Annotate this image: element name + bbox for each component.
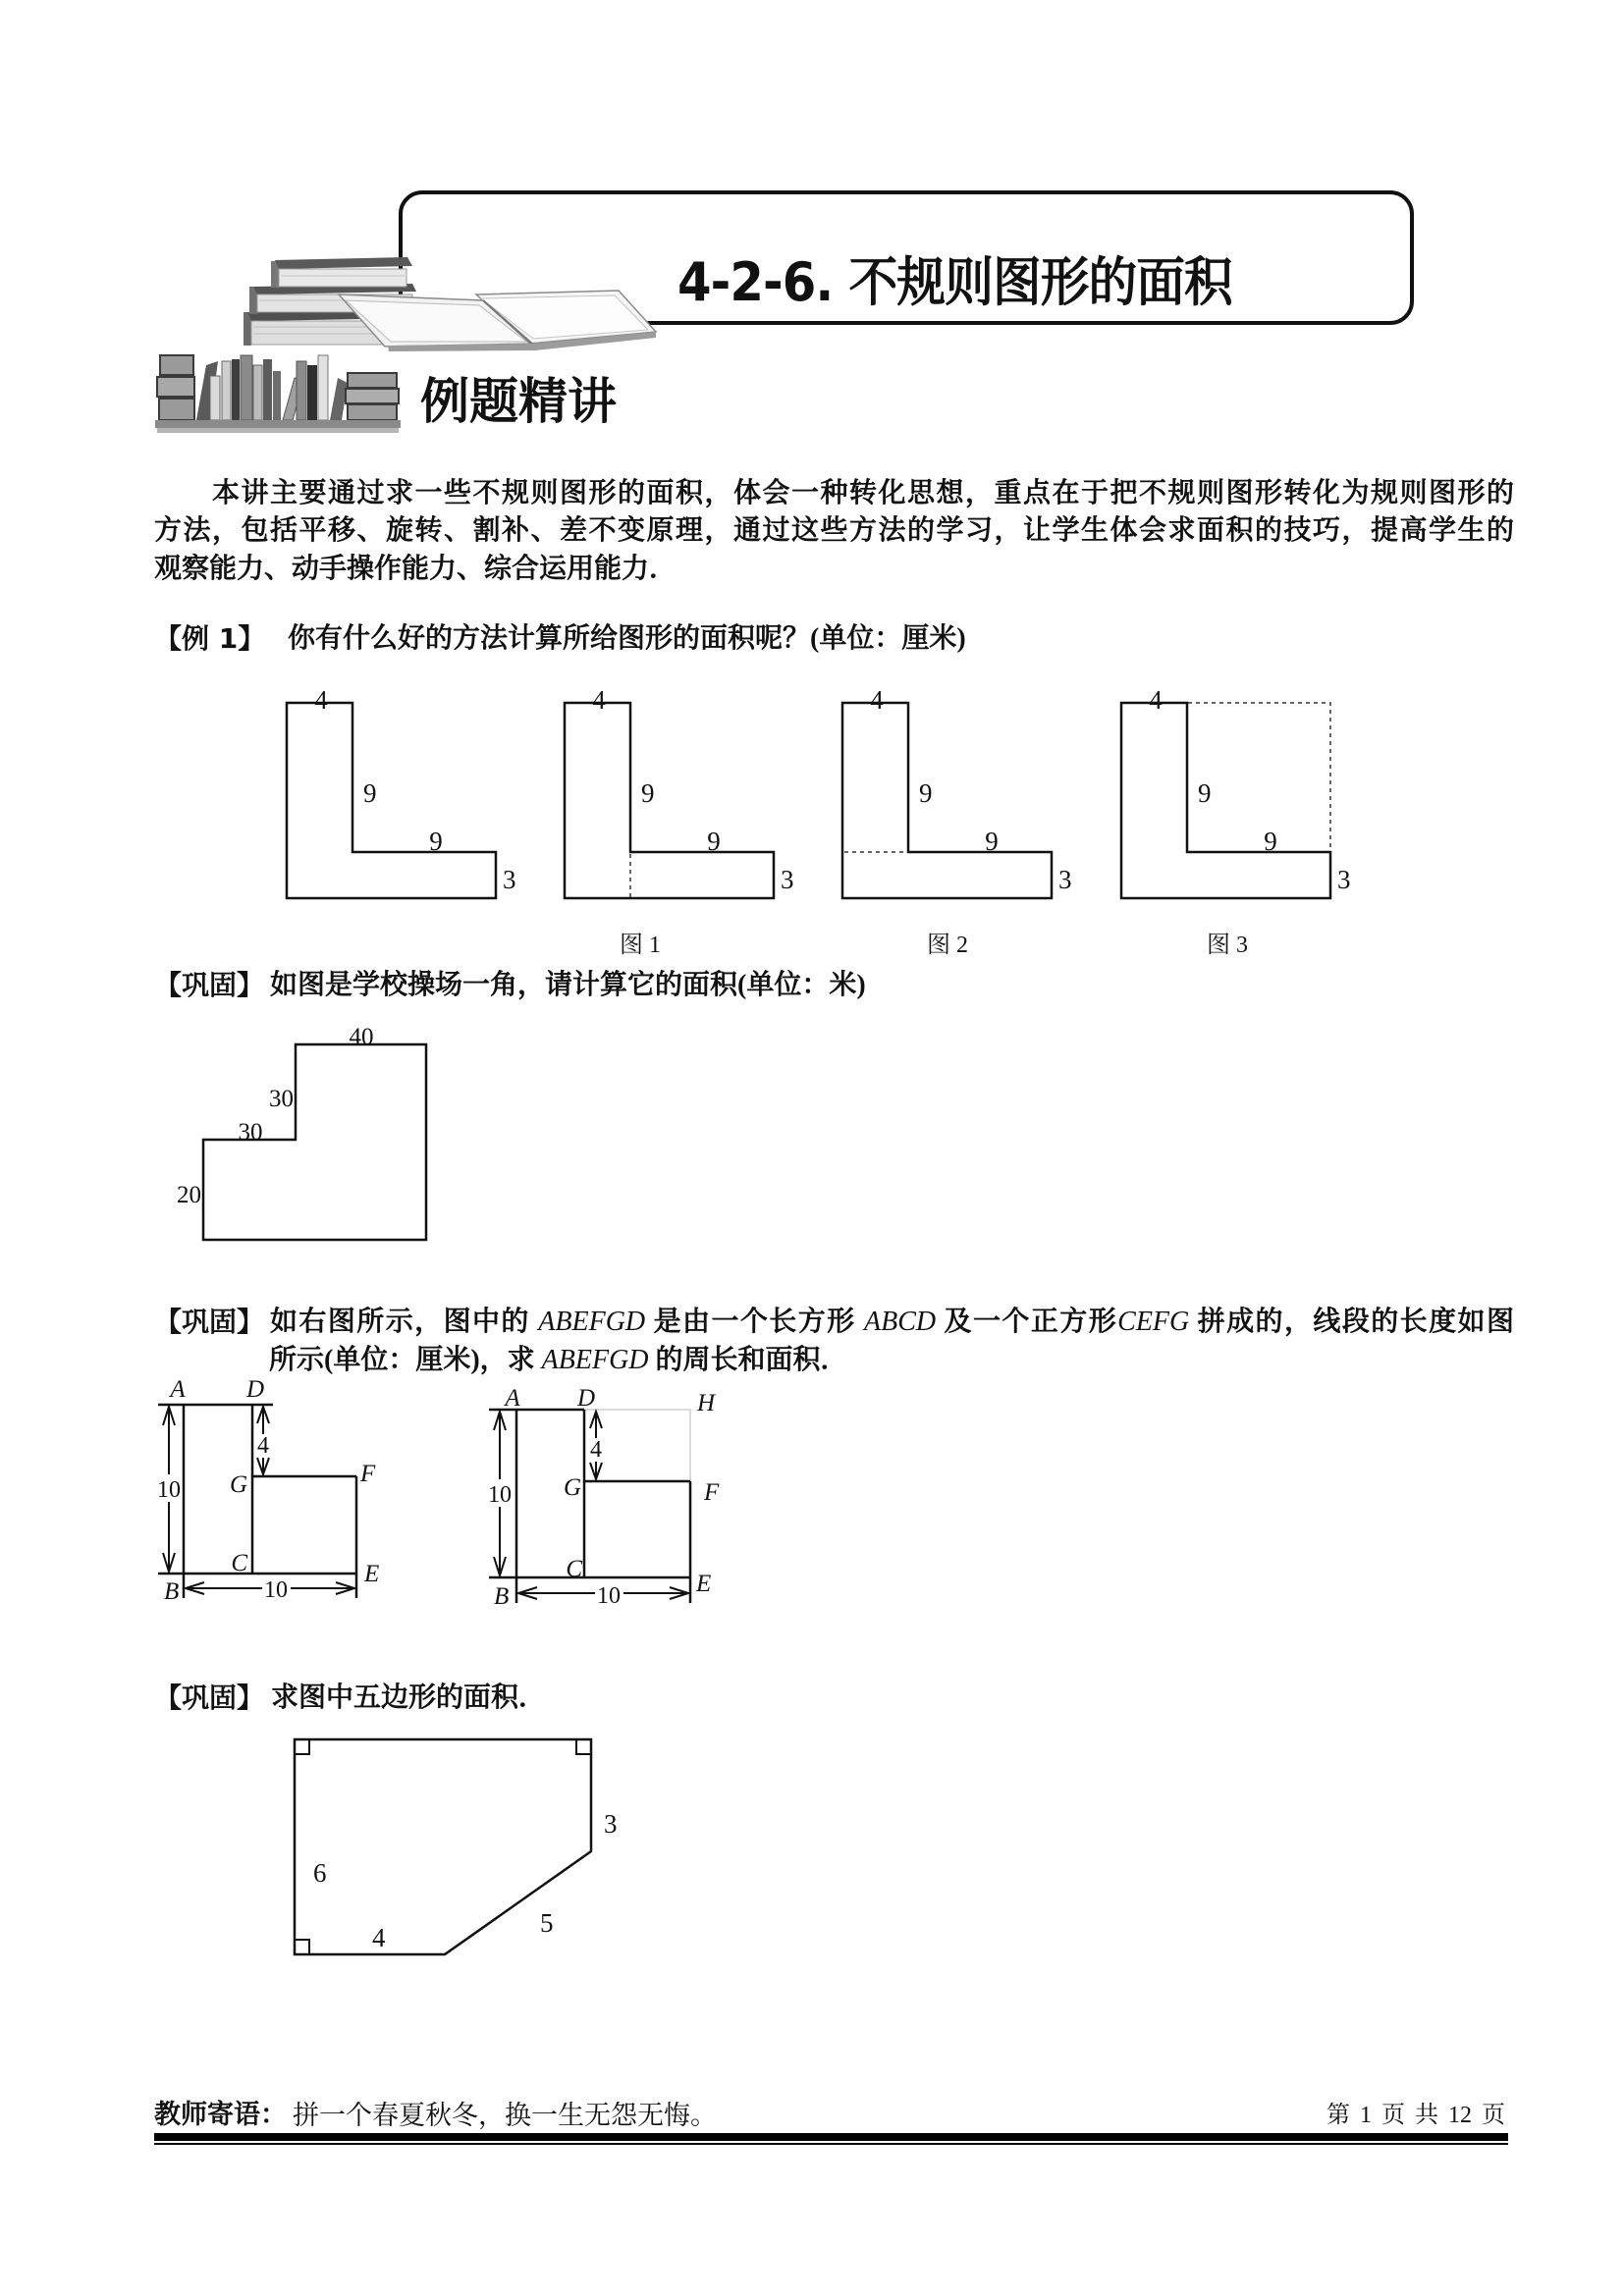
label-inner-horizontal: 9 (429, 827, 443, 856)
figure-caption: 图 1 (620, 933, 661, 958)
label-inner-horizontal: 9 (707, 827, 721, 856)
text-segment: 拼成的，线段的长度如图 (1189, 1307, 1514, 1337)
footer-motto: 拼一个春夏秋冬，换一生无怨无悔。 (293, 2101, 717, 2130)
page-number: 第 1 页 共 12 页 (1326, 2103, 1505, 2128)
footer-motto-label: 教师寄语： (154, 2100, 287, 2130)
practice-2-tag: 【巩固】 (154, 1306, 265, 1338)
shape-name-abefgd: ABEFGD (538, 1307, 646, 1337)
dimension-ab: 10 (488, 1482, 512, 1508)
vertex-f: F (360, 1461, 376, 1487)
practice-3-tag: 【巩固】 (154, 1682, 265, 1714)
practice-2-line-1 (270, 1304, 1514, 1341)
dimension-ab: 10 (157, 1477, 181, 1503)
label-top: 40 (349, 1024, 374, 1050)
example-1-question: 你有什么好的方法计算所给图形的面积呢？(单位：厘米) (288, 623, 966, 654)
footer-rule-thick (154, 2133, 1508, 2141)
pentagon-figure (275, 1723, 638, 1968)
label-top: 4 (314, 685, 328, 715)
figure-caption: 图 3 (1207, 933, 1248, 958)
example-1-figure-2 (870, 685, 1071, 958)
label-top: 4 (870, 685, 884, 715)
label-right: 3 (604, 1809, 618, 1839)
example-1-figure-1 (592, 685, 793, 958)
practice-3-question: 求图中五边形的面积． (271, 1682, 547, 1713)
dimension-be: 10 (264, 1577, 288, 1603)
text-segment: 所示(单位：厘米)，求 (269, 1345, 542, 1375)
label-right: 3 (781, 865, 794, 894)
vertex-e: E (364, 1561, 380, 1587)
label-inner-vertical: 9 (641, 778, 655, 808)
label-inner-vertical: 9 (919, 778, 933, 808)
vertex-g: G (229, 1471, 247, 1498)
practice-1-question: 如图是学校操场一角，请计算它的面积(单位：米) (270, 970, 866, 1000)
dimension-dg: 4 (590, 1437, 602, 1463)
label-left: 20 (177, 1182, 201, 1208)
shape-name-abcd: ABCD (864, 1307, 937, 1337)
dimension-be: 10 (597, 1583, 621, 1609)
playground-corner-figure (167, 1021, 442, 1256)
label-step-horizontal: 30 (238, 1119, 263, 1146)
label-top: 4 (592, 685, 606, 715)
bookshelf-icon (154, 347, 402, 435)
vertex-b: B (494, 1583, 510, 1610)
example-1-figures (275, 677, 1384, 972)
label-inner-horizontal: 9 (985, 827, 999, 856)
shape-name-cefg: CEFG (1117, 1307, 1190, 1337)
example-1-figure-0 (314, 685, 515, 894)
abefgd-figure-left (157, 1376, 379, 1605)
text-segment: 及一个正方形 (936, 1307, 1118, 1337)
vertex-a: A (170, 1376, 186, 1403)
book-stack-illustration (236, 250, 668, 353)
label-bottom: 4 (372, 1923, 386, 1952)
vertex-f: F (704, 1479, 720, 1506)
intro-line-3: 观察能力、动手操作能力、综合运用能力． (154, 554, 677, 584)
intro-line-1: 本讲主要通过求一些不规则图形的面积，体会一种转化思想，重点在于把不规则图形转化为规则图形的 (212, 478, 1514, 508)
vertex-a: A (505, 1385, 520, 1412)
abefgd-figures (147, 1369, 756, 1615)
vertex-b: B (164, 1578, 180, 1605)
label-inner-vertical: 9 (1198, 778, 1212, 808)
abefgd-figure-right (488, 1385, 720, 1610)
vertex-c: C (566, 1556, 582, 1582)
text-segment: 是由一个长方形 (645, 1307, 865, 1337)
figure-caption: 图 2 (927, 933, 968, 958)
label-diagonal: 5 (540, 1908, 554, 1938)
vertex-c: C (231, 1550, 247, 1576)
example-1-tag: 【例 1】 (154, 622, 266, 655)
practice-1-tag: 【巩固】 (154, 969, 265, 1001)
label-top: 4 (1149, 685, 1163, 715)
vertex-g: G (563, 1474, 581, 1501)
text-segment: 的周长和面积． (648, 1345, 848, 1375)
vertex-d: D (245, 1376, 265, 1403)
vertex-d: D (576, 1385, 596, 1412)
dashed-complete-square-line (1188, 703, 1330, 850)
lesson-title: 4-2-6. 不规则图形的面积 (677, 251, 1232, 313)
label-right: 3 (1058, 865, 1072, 894)
label-inner-horizontal: 9 (1264, 827, 1277, 856)
dimension-dg: 4 (257, 1433, 269, 1459)
label-right: 3 (1337, 865, 1351, 894)
label-inner-vertical: 9 (363, 778, 377, 808)
intro-line-2: 方法，包括平移、旋转、割补、差不变原理，通过这些方法的学习，让学生体会求面积的技巧，提高学生的 (154, 515, 1514, 546)
shape-name-abefgd: ABEFGD (541, 1345, 649, 1375)
footer-rule-thin (154, 2143, 1508, 2145)
vertex-e: E (696, 1571, 712, 1597)
label-left: 6 (313, 1858, 327, 1888)
label-right: 3 (503, 865, 516, 894)
example-1-figure-3 (1149, 685, 1350, 958)
vertex-h: H (697, 1390, 716, 1416)
section-title: 例题精讲 (420, 373, 617, 430)
text-segment: 如右图所示，图中的 (270, 1307, 539, 1337)
label-step-vertical: 30 (269, 1086, 294, 1112)
